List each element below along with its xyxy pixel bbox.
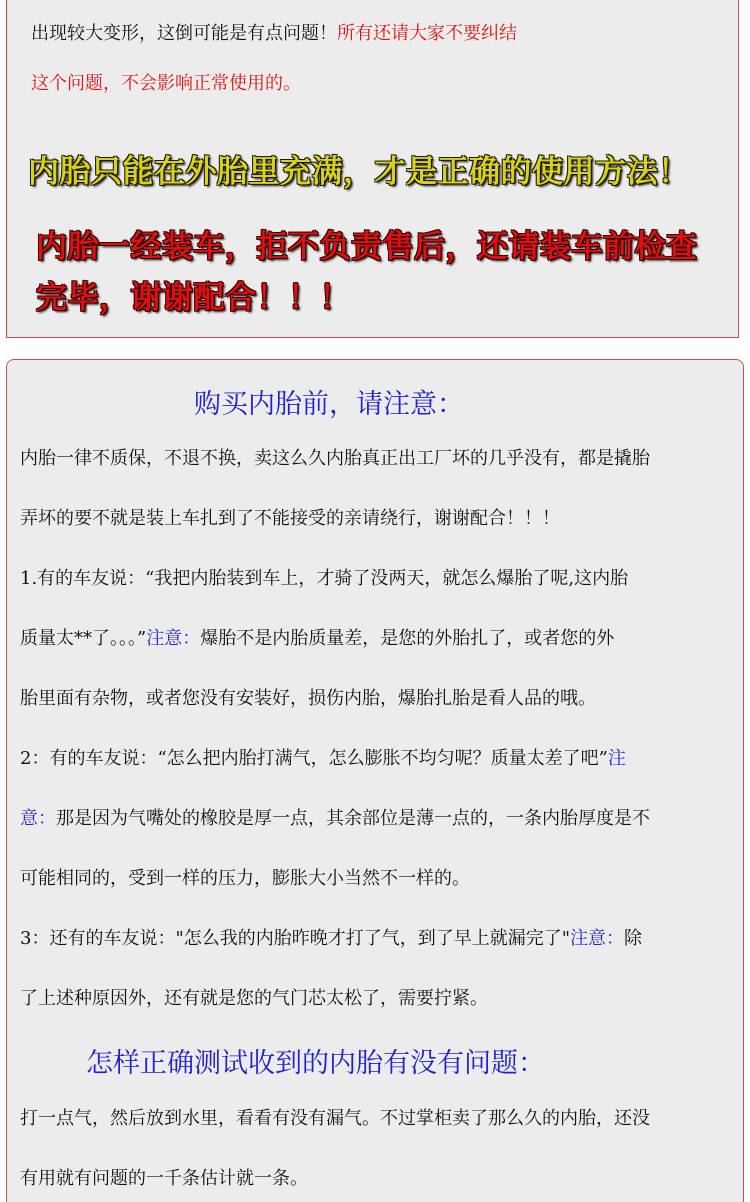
red-banner-line-1: 内胎一经装车，拒不负责售后，还请装车前检查 [36, 229, 698, 265]
q2-line-2 [20, 804, 650, 830]
q3-quote: 3：还有的车友说："怎么我的内胎昨晚才打了气，到了早上就漏完了" [20, 928, 571, 949]
q2-note-text: 那是因为气嘴处的橡胶是厚一点，其余部位是薄一点的，一条内胎厚度是不 [56, 808, 650, 829]
test-heading: 怎样正确测试收到的内胎有没有问题： [86, 1048, 545, 1079]
q3-note-label: 注意： [570, 928, 625, 949]
q3-line-1 [20, 924, 642, 950]
notice-line-1-text: 出现较大变形，这倒可能是有点问题！ [31, 23, 337, 44]
q1-note-label: 注意： [146, 628, 201, 649]
q1-line-3: 胎里面有杂物，或者您没有安装好，损伤内胎，爆胎扎胎是看人品的哦。 [20, 688, 596, 709]
intro-line-2: 弄坏的要不就是装上车扎到了不能接受的亲请绕行，谢谢配合！！！ [20, 508, 560, 529]
notice-line-1-warning: 所有还请大家不要纠结 [337, 23, 517, 44]
notice-line-2: 这个问题，不会影响正常使用的。 [31, 73, 301, 94]
red-banner-line-2: 完毕，谢谢配合！！！ [36, 280, 351, 316]
intro-line-1: 内胎一律不质保，不退不换，卖这么久内胎真正出工厂坏的几乎没有，都是撬胎 [20, 448, 650, 469]
purchase-heading: 购买内胎前，请注意： [194, 389, 464, 420]
q3-note-text-start: 除 [624, 928, 643, 949]
q1-line-1: 1.有的车友说：“我把内胎装到车上，才骑了没两天，就怎么爆胎了呢,这内胎 [20, 568, 629, 589]
q1-note-text: 爆胎不是内胎质量差，是您的外胎扎了，或者您的外 [200, 628, 615, 649]
yellow-banner: 内胎只能在外胎里充满，才是正确的使用方法！ [28, 154, 690, 190]
q1-quote-end: 质量太**了。。。” [20, 628, 147, 649]
notice-line-1 [31, 19, 517, 45]
q1-line-2 [20, 624, 614, 650]
q2-note-label-end: 意： [20, 808, 56, 829]
test-line-2: 有用就有问题的一千条估计就一条。 [20, 1168, 308, 1189]
q2-note-label-start: 注 [607, 748, 626, 769]
test-line-1: 打一点气，然后放到水里，看看有没有漏气。不过掌柜卖了那么久的内胎，还没 [20, 1108, 650, 1129]
q2-line-3: 可能相同的，受到一样的压力，膨胀大小当然不一样的。 [20, 868, 470, 889]
q3-line-2: 了上述种原因外，还有就是您的气门芯太松了，需要拧紧。 [20, 988, 488, 1009]
q2-quote: 2：有的车友说：“怎么把内胎打满气，怎么膨胀不均匀呢？质量太差了吧” [20, 748, 608, 769]
q2-line-1 [20, 744, 626, 770]
